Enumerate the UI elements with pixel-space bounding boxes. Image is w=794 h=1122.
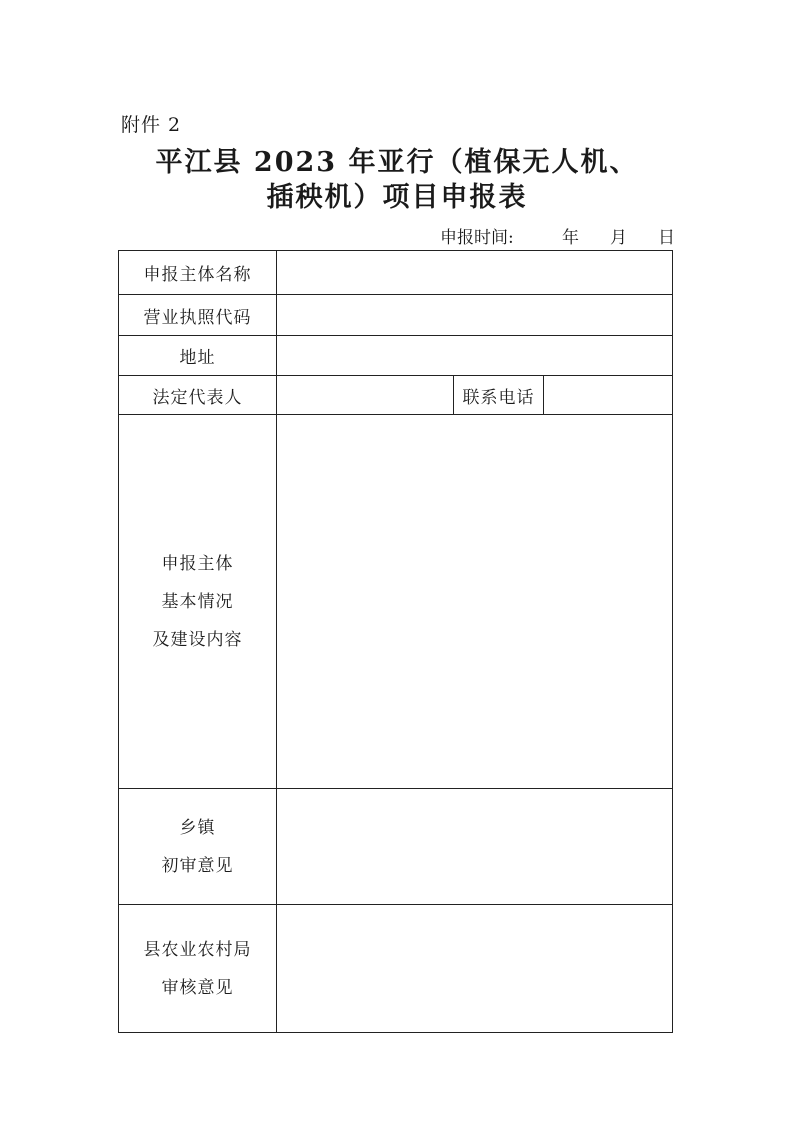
phone-field[interactable]	[544, 376, 673, 415]
basic-info-field[interactable]	[277, 415, 673, 789]
township-opinion-label	[119, 789, 277, 905]
applicant-name-label: 申报主体名称	[119, 251, 277, 295]
basic-info-label	[119, 415, 277, 789]
applicant-name-field[interactable]	[277, 251, 673, 295]
declaration-date-line	[440, 223, 678, 248]
form-row-county-opinion	[119, 905, 673, 1033]
phone-label: 联系电话	[454, 376, 544, 415]
township-opinion-label-line: 乡镇	[179, 817, 216, 838]
date-year-label: 年	[562, 228, 579, 248]
basic-info-label-line: 申报主体	[161, 553, 234, 574]
county-opinion-label-line: 县农业农村局	[143, 939, 252, 960]
date-day-label: 日	[658, 228, 675, 248]
page-title-line-1: 平江县 2023 年亚行（植保无人机、	[155, 147, 639, 178]
county-opinion-label-line: 审核意见	[161, 977, 234, 998]
township-opinion-field[interactable]	[277, 789, 673, 905]
address-field[interactable]	[277, 336, 673, 376]
legal-rep-field[interactable]	[277, 376, 454, 415]
county-opinion-field[interactable]	[277, 905, 673, 1033]
address-label: 地址	[119, 336, 277, 376]
basic-info-label-line: 及建设内容	[152, 629, 243, 650]
form-row-license-code	[119, 295, 673, 336]
attachment-label: 附件 2	[121, 114, 182, 136]
basic-info-label-line: 基本情况	[161, 591, 234, 612]
township-opinion-label-line: 初审意见	[161, 855, 234, 876]
county-opinion-label	[119, 905, 277, 1033]
form-row-township-opinion	[119, 789, 673, 905]
application-form-table	[118, 250, 673, 1033]
page-title-line-2: 插秧机）项目申报表	[266, 182, 528, 213]
date-month-label: 月	[610, 228, 627, 248]
form-row-applicant-name	[119, 251, 673, 295]
license-code-field[interactable]	[277, 295, 673, 336]
form-row-legal-rep	[119, 376, 673, 415]
form-row-basic-info	[119, 415, 673, 789]
legal-rep-label: 法定代表人	[119, 376, 277, 415]
form-row-address	[119, 336, 673, 376]
declaration-date-label: 申报时间:	[440, 228, 514, 248]
license-code-label: 营业执照代码	[119, 295, 277, 336]
